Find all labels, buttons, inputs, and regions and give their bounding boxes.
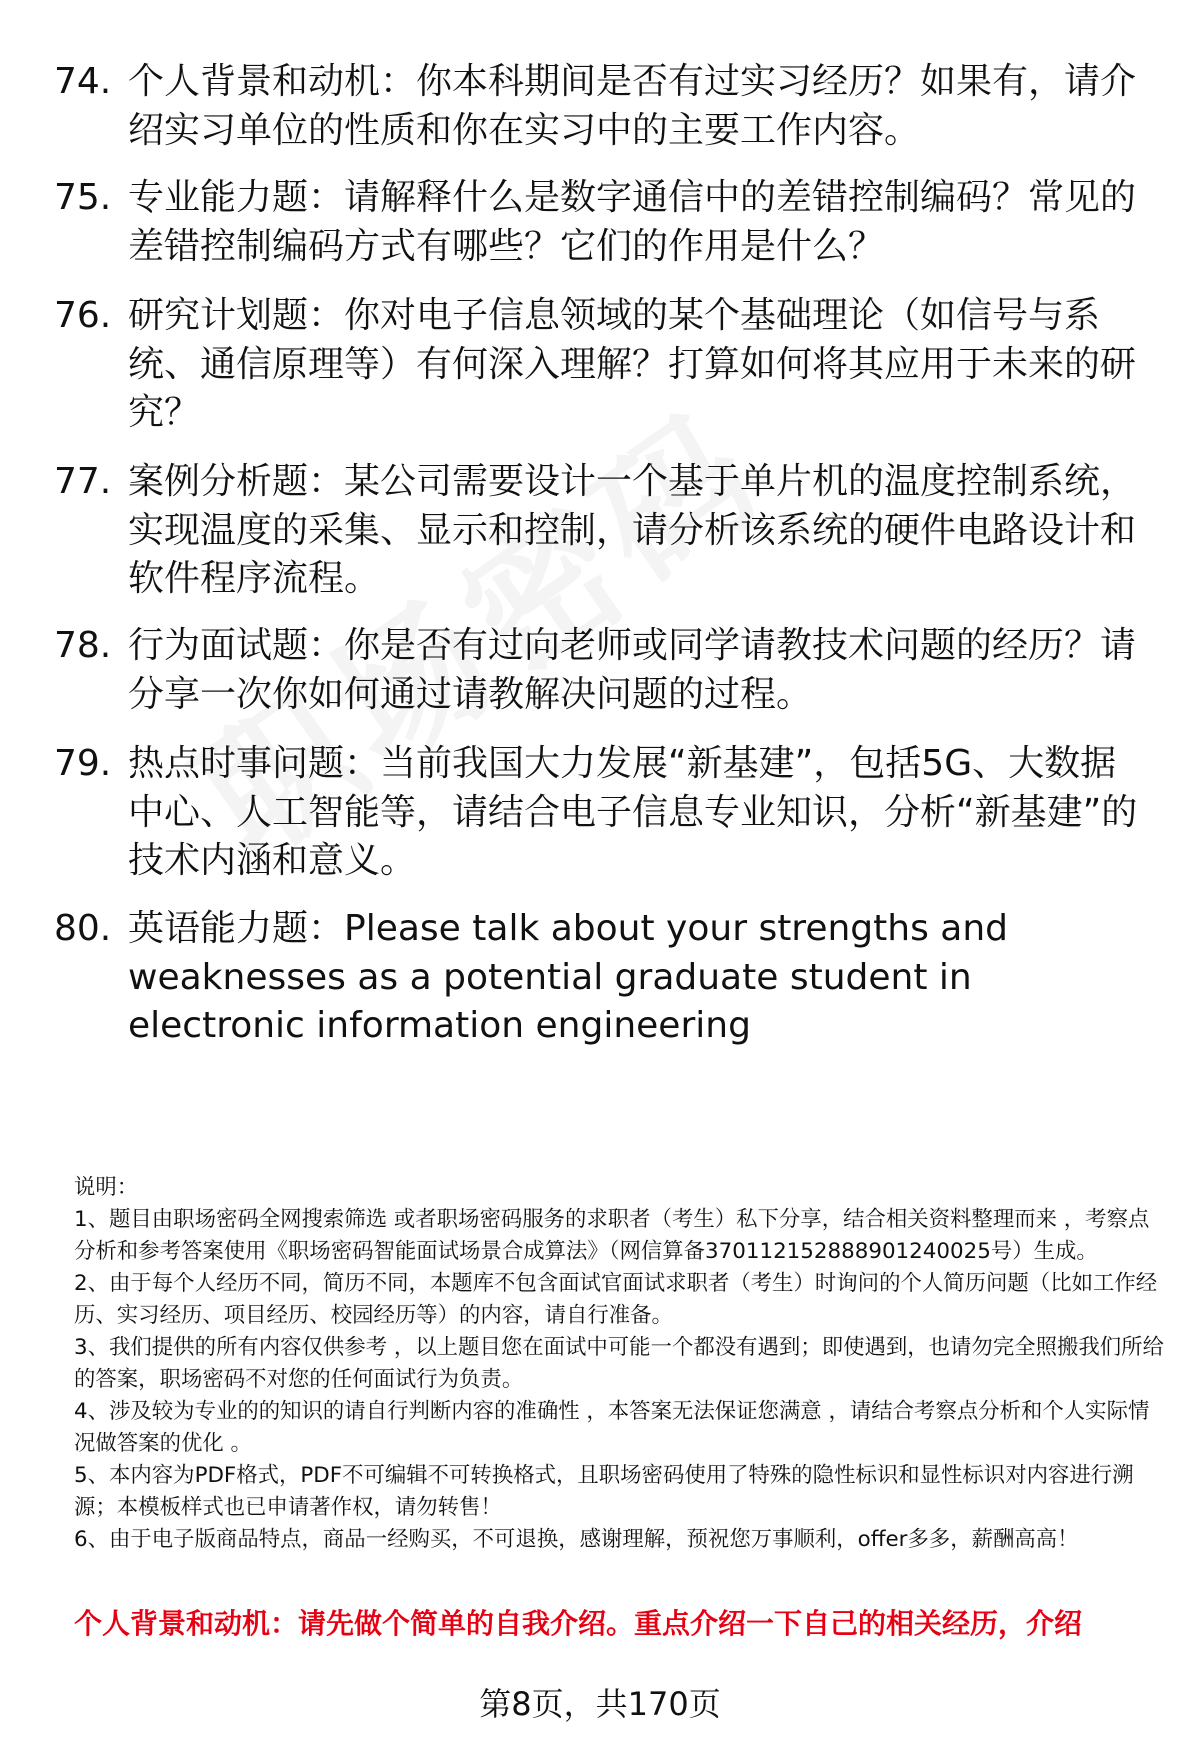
question-item	[54, 905, 1154, 1051]
question-number: 77.	[54, 461, 112, 502]
question-number: 79.	[54, 743, 112, 784]
question-text: 英语能力题：Please talk about your strengths and weaknesses as a potential graduate student in electronic information engineering	[128, 908, 1008, 1046]
question-text: 案例分析题：某公司需要设计一个基于单片机的温度控制系统，实现温度的采集、显示和控制，请分析该系统的硬件电路设计和软件程序流程。	[128, 461, 1137, 599]
question-item	[54, 174, 1154, 271]
question-item	[54, 458, 1154, 604]
question-item	[54, 740, 1154, 886]
note-item: 5、本内容为PDF格式，PDF不可编辑不可转换格式，且职场密码使用了特殊的隐性标识和显性标识对内容进行溯源；本模板样式也已申请著作权，请勿转售！	[74, 1463, 1134, 1520]
notes-heading: 说明：	[74, 1175, 139, 1200]
question-item	[54, 622, 1154, 719]
question-text: 行为面试题：你是否有过向老师或同学请教技术问题的经历？请分享一次你如何通过请教解决问题的过程。	[128, 625, 1137, 715]
note-item: 4、涉及较为专业的的知识的请自行判断内容的准确性 ，本答案无法保证您满意 ，请结合考察点分析和个人实际情况做答案的优化 。	[74, 1399, 1150, 1456]
question-number: 75.	[54, 177, 112, 218]
question-text: 热点时事问题：当前我国大力发展“新基建”，包括5G、大数据中心、人工智能等，请结合电子信息专业知识，分析“新基建”的技术内涵和意义。	[128, 743, 1138, 881]
question-item	[54, 292, 1154, 438]
question-number: 78.	[54, 625, 112, 666]
question-number: 76.	[54, 295, 112, 336]
question-number: 80.	[54, 908, 112, 949]
question-text: 研究计划题：你对电子信息领域的某个基础理论（如信号与系统、通信原理等）有何深入理解？打算如何将其应用于未来的研究？	[128, 295, 1137, 433]
question-text: 专业能力题：请解释什么是数字通信中的差错控制编码？常见的差错控制编码方式有哪些？它们的作用是什么？	[128, 177, 1137, 267]
page-number: 第8页，共170页	[479, 1685, 721, 1723]
disclaimer-notes	[74, 1172, 1164, 1556]
note-item: 6、由于电子版商品特点，商品一经购买，不可退换，感谢理解，预祝您万事顺利，offer多多，薪酬高高！	[74, 1527, 1079, 1552]
note-item: 2、由于每个人经历不同，简历不同，本题库不包含面试官面试求职者（考生）时询问的个人简历问题（比如工作经历、实习经历、项目经历、校园经历等）的内容，请自行准备。	[74, 1271, 1158, 1328]
note-item: 3、我们提供的所有内容仅供参考 ，以上题目您在面试中可能一个都没有遇到；即使遇到，也请勿完全照搬我们所给的答案，职场密码不对您的任何面试行为负责。	[74, 1335, 1164, 1392]
next-question-highlight: 个人背景和动机：请先做个简单的自我介绍。重点介绍一下自己的相关经历，介绍	[74, 1607, 1083, 1640]
question-number: 74.	[54, 61, 112, 102]
question-item	[54, 58, 1154, 155]
note-item: 1、题目由职场密码全网搜索筛选 或者职场密码服务的求职者（考生）私下分享，结合相关资料整理而来 ，考察点分析和参考答案使用《职场密码智能面试场景合成算法》（网信算备370112152888901240025号）生成。	[74, 1207, 1150, 1264]
question-text: 个人背景和动机：你本科期间是否有过实习经历？如果有，请介绍实习单位的性质和你在实习中的主要工作内容。	[128, 61, 1137, 151]
